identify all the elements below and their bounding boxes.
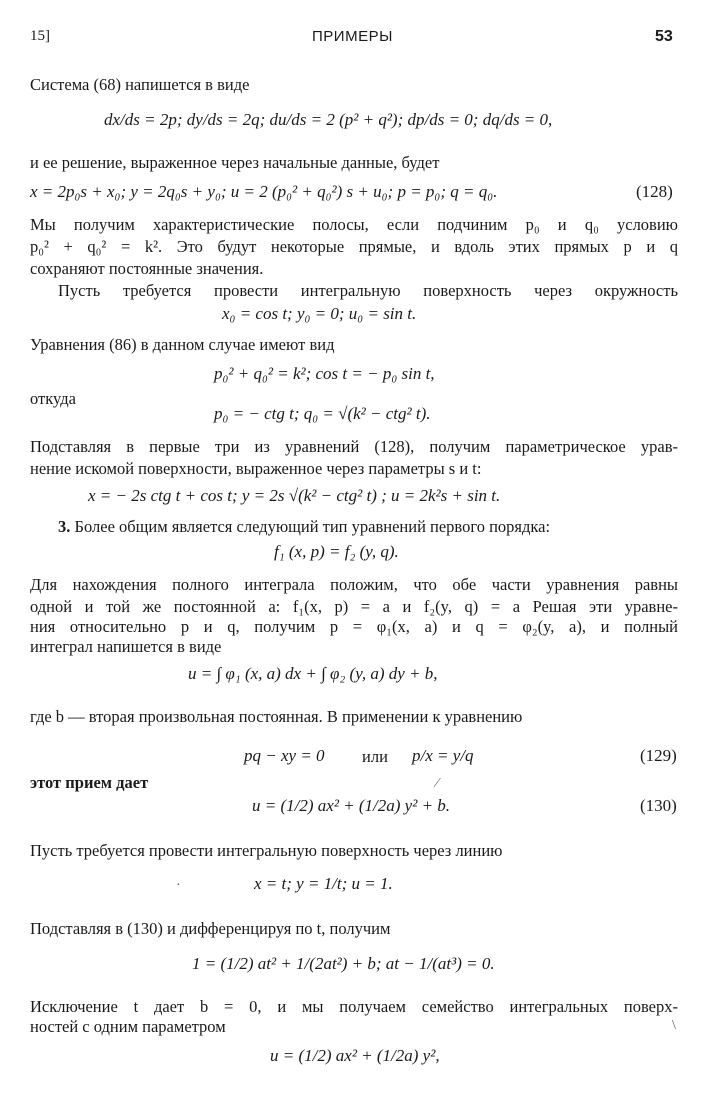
paragraph-line: нение искомой поверхности, выраженное через параметры s и t: (30, 459, 482, 478)
paragraph: Система (68) напишется в виде (30, 75, 250, 94)
equation-130: u = (1/2) ax² + (1/2a) y² + b. (252, 796, 451, 815)
stray-dot: · (176, 878, 181, 893)
equation-label: (128) (636, 182, 673, 201)
equation-label: (130) (640, 796, 677, 815)
equation-line: x = t; y = 1/t; u = 1. (254, 874, 393, 893)
stray-mark: \ (672, 1018, 676, 1033)
paragraph-line: Подставляя в первые три из уравнений (128), получим параметрическое урав- (30, 437, 678, 456)
paragraph: Пусть требуется провести интегральную поверхность через линию (30, 841, 503, 860)
equation-surface: x = − 2s ctg t + cos t; y = 2s √(k² − ctg² t) ; u = 2k²s + sin t. (88, 486, 501, 505)
equation-129-right: p/x = y/q (412, 746, 474, 765)
paragraph-line: ния относительно p и q, получим p = φ₁(x, a) и q = φ₂(y, a), и полный (30, 617, 678, 636)
equation-integral: u = ∫ φ₁ (x, a) dx + ∫ φ₂ (y, a) dy + b, (188, 664, 438, 683)
paragraph: где b — вторая произвольная постоянная. В применении к уравнению (30, 707, 523, 726)
equation-p0: p₀ = − ctg t; q₀ = √(k² − ctg² t). (214, 404, 431, 423)
equation-diff: 1 = (1/2) at² + 1/(2at²) + b; at − 1/(at³) = 0. (192, 954, 495, 973)
item-text: Более общим является следующий тип уравнений первого порядка: (74, 517, 551, 536)
paragraph: Подставляя в (130) и дифференцируя по t, получим (30, 919, 391, 938)
equation-text: dx/ds = 2p; dy/ds = 2q; du/ds = 2 (p² + q²); dp/ds = 0; dq/ds = 0, (104, 110, 553, 129)
equation-system (104, 100, 664, 142)
paragraph: этот прием дает (30, 773, 149, 792)
paragraph-line: сохраняют постоянные значения. (30, 259, 264, 278)
paragraph-line: одной и той же постоянной a: f₁(x, p) = a и f₂(y, q) = a Решая эти уравне- (30, 597, 678, 616)
equation-final: u = (1/2) ax² + (1/2a) y², (270, 1046, 440, 1065)
equation-label: (129) (640, 746, 677, 765)
running-title: ПРИМЕРЫ (312, 28, 393, 45)
equation-general: f₁ (x, p) = f₂ (y, q). (274, 542, 399, 561)
paragraph-line: ностей с одним параметром (30, 1017, 226, 1036)
stray-mark: ⁄ (436, 776, 439, 791)
equation-129-left: pq − xy = 0 (244, 746, 325, 765)
paragraph-line: Для нахождения полного интеграла положим, что обе части уравнения равны (30, 575, 678, 594)
paragraph (58, 516, 550, 538)
section-number: 15] (30, 28, 50, 44)
paragraph: Уравнения (86) в данном случае имеют вид (30, 335, 335, 354)
paragraph-line: интеграл напишется в виде (30, 637, 222, 656)
paragraph: и ее решение, выраженное через начальные данные, будет (30, 153, 440, 172)
item-number: 3. (58, 517, 71, 536)
equation-129-connector: или (362, 747, 388, 766)
equation-circle: x₀ = cos t; y₀ = 0; u₀ = sin t. (222, 304, 417, 323)
paragraph-line: Мы получим характеристические полосы, если подчиним p₀ и q₀ условию (30, 215, 678, 234)
equation-86: p₀² + q₀² = k²; cos t = − p₀ sin t, (214, 364, 435, 383)
paragraph: Пусть требуется провести интегральную поверхность через окружность (58, 281, 678, 300)
paragraph-line: Исключение t дает b = 0, и мы получаем семейство интегральных поверх- (30, 997, 678, 1016)
page-number: 53 (655, 28, 673, 45)
paragraph: откуда (30, 389, 76, 408)
equation-128: x = 2p₀s + x₀; y = 2q₀s + y₀; u = 2 (p₀² + q₀²) s + u₀; p = p₀; q = q₀. (30, 182, 498, 201)
paragraph-line: p₀² + q₀² = k². Это будут некоторые прямые, и вдоль этих прямых p и q (30, 237, 678, 256)
